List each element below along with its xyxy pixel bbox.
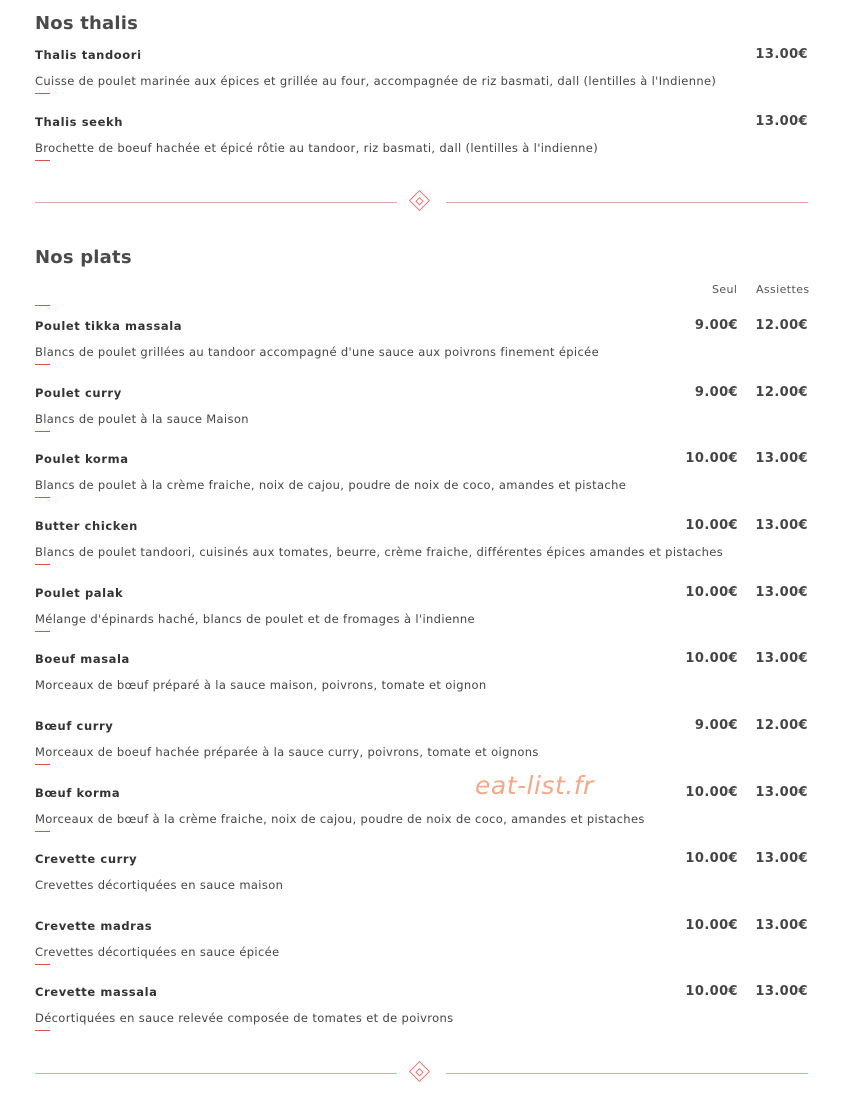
item-price-seul: 10.00€: [685, 651, 738, 666]
item-price-seul: 9.00€: [694, 718, 738, 733]
item-separator: [35, 431, 50, 432]
item-description: Morceaux de bœuf à la crème fraiche, noix de cajou, poudre de noix de coco, amandes et pistaches: [35, 812, 645, 826]
item-description: Blancs de poulet à la sauce Maison: [35, 412, 249, 426]
item-description: Décortiquées en sauce relevée composée de tomates et de poivrons: [35, 1011, 454, 1025]
item-description: Morceaux de bœuf préparé à la sauce maison, poivrons, tomate et oignon: [35, 678, 487, 692]
divider-line: [446, 202, 808, 203]
item-name: Poulet curry: [35, 386, 122, 400]
item-price-assiette: 13.00€: [755, 651, 808, 666]
menu-item: [35, 919, 808, 979]
menu-item: [35, 386, 808, 446]
item-name: Poulet palak: [35, 586, 124, 600]
item-separator: [35, 364, 50, 365]
item-description: Cuisse de poulet marinée aux épices et grillée au four, accompagnée de riz basmati, dall (lentilles à l'Indienne): [35, 74, 717, 88]
item-price-assiette: 12.00€: [755, 385, 808, 400]
item-price-seul: 10.00€: [685, 918, 738, 933]
item-price-seul: 10.00€: [685, 851, 738, 866]
item-separator: [35, 831, 50, 832]
item-name: Crevette curry: [35, 852, 138, 866]
item-price-assiette: 13.00€: [755, 785, 808, 800]
item-price-assiette: 13.00€: [755, 585, 808, 600]
divider-line: [446, 1073, 808, 1074]
item-price-seul: 10.00€: [685, 585, 738, 600]
column-header-assiettes: Assiettes: [756, 283, 810, 296]
menu-item: [35, 319, 808, 379]
item-description: Crevettes décortiquées en sauce épicée: [35, 945, 280, 959]
item-separator: [35, 305, 50, 306]
section-divider: [35, 190, 808, 214]
item-name: Bœuf korma: [35, 786, 121, 800]
item-description: Blancs de poulet tandoori, cuisinés aux tomates, beurre, crème fraiche, différentes épices amandes et pistaches: [35, 545, 724, 559]
menu-item: [35, 519, 808, 579]
watermark: eat-list.fr: [475, 771, 594, 800]
item-separator: [35, 1030, 50, 1031]
diamond-ornament-icon: [409, 190, 430, 211]
item-separator: [35, 93, 50, 94]
item-separator: [35, 497, 50, 498]
diamond-ornament-icon: [409, 1061, 430, 1082]
item-description: Crevettes décortiquées en sauce maison: [35, 878, 284, 892]
item-name: Thalis seekh: [35, 115, 124, 129]
item-separator: [35, 160, 50, 161]
menu-item: [35, 452, 808, 512]
item-description: Mélange d'épinards haché, blancs de poulet et de fromages à l'indienne: [35, 612, 475, 626]
menu-item: [35, 786, 808, 846]
item-price-assiette: 13.00€: [755, 451, 808, 466]
section-title-plats: Nos plats: [35, 247, 132, 268]
item-price-assiette: 13.00€: [755, 918, 808, 933]
menu-item: [35, 115, 808, 175]
menu-item: [35, 586, 808, 646]
section-divider: [35, 1061, 808, 1085]
item-price-seul: 9.00€: [694, 385, 738, 400]
item-description: Blancs de poulet grillées au tandoor accompagné d'une sauce aux poivrons finement épicée: [35, 345, 599, 359]
item-separator: [35, 631, 50, 632]
menu-item: [35, 852, 808, 912]
menu-item: [35, 652, 808, 712]
item-price: 13.00€: [755, 114, 808, 129]
item-price: 13.00€: [755, 47, 808, 62]
item-price-seul: 10.00€: [685, 518, 738, 533]
item-price-assiette: 13.00€: [755, 518, 808, 533]
item-separator: [35, 764, 50, 765]
divider-line: [35, 1073, 397, 1074]
item-price-assiette: 12.00€: [755, 718, 808, 733]
item-price-seul: 10.00€: [685, 984, 738, 999]
item-price-assiette: 13.00€: [755, 851, 808, 866]
item-name: Thalis tandoori: [35, 48, 142, 62]
item-name: Bœuf curry: [35, 719, 114, 733]
item-name: Poulet tikka massala: [35, 319, 183, 333]
item-description: Blancs de poulet à la crème fraiche, noix de cajou, poudre de noix de coco, amandes et pistache: [35, 478, 627, 492]
item-price-assiette: 13.00€: [755, 984, 808, 999]
menu-item: [35, 719, 808, 779]
item-description: Brochette de boeuf hachée et épicé rôtie au tandoor, riz basmati, dall (lentilles à l'indienne): [35, 141, 599, 155]
item-description: Morceaux de boeuf hachée préparée à la sauce curry, poivrons, tomate et oignons: [35, 745, 539, 759]
menu-item: [35, 985, 808, 1045]
item-name: Crevette madras: [35, 919, 153, 933]
item-price-seul: 10.00€: [685, 451, 738, 466]
column-header-seul: Seul: [712, 283, 738, 296]
divider-line: [35, 202, 397, 203]
item-separator: [35, 964, 50, 965]
item-separator: [35, 564, 50, 565]
item-price-seul: 10.00€: [685, 785, 738, 800]
section-title-thalis: Nos thalis: [35, 13, 139, 34]
menu-item: [35, 48, 808, 108]
item-name: Boeuf masala: [35, 652, 130, 666]
item-price-assiette: 12.00€: [755, 318, 808, 333]
item-name: Crevette massala: [35, 985, 158, 999]
item-price-seul: 9.00€: [694, 318, 738, 333]
item-name: Poulet korma: [35, 452, 129, 466]
item-name: Butter chicken: [35, 519, 138, 533]
